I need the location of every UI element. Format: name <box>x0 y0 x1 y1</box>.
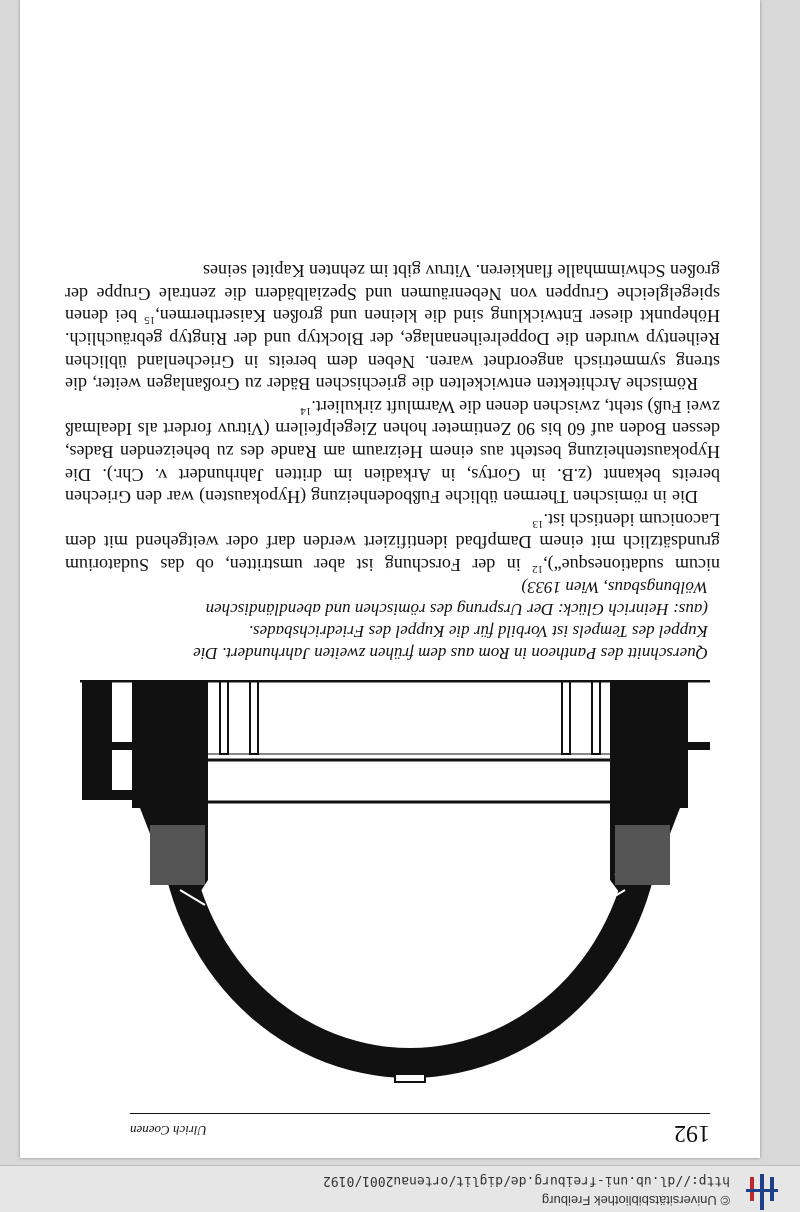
paragraph: Römische Architekten entwickelten die griechischen Bäder zu Großanlagen weiter, die streng symmetrisch angeordnet waren. Neben dem bereits in Griechenland üblichen Reihentyp wurden die Doppelreihenanlage, der Blocktyp und der Ringtyp gebräuchlich. Höhepunkt dieser Entwicklung sind die kleinen und großen Kaiserthermen,$^{15}$ bei denen spiegelgleiche Gruppen von Nebenräumen und Spezialbädern die zentrale Gruppe der großen Schwimmhalle flankieren. Vitruv gibt im zehnten Kapitel seines <box>64 261 720 395</box>
running-head <box>130 1113 710 1150</box>
footnote-14: 14 <box>300 404 312 417</box>
running-author: Ulrich Coenen <box>130 1123 207 1138</box>
body-text <box>65 260 720 576</box>
footnote-13: 13 <box>532 517 544 530</box>
ub-freiburg-logo <box>746 1174 778 1210</box>
viewer-header <box>0 1165 800 1212</box>
pantheon-figure <box>80 680 710 1100</box>
caption-line: Querschnitt des Pantheon in Rom aus dem frühen zweiten Jahrhundert. Die <box>193 644 708 663</box>
figure-caption <box>68 576 708 664</box>
footnote-15: 15 <box>144 314 156 327</box>
paragraph: nicum sudationesque“),$^{12}$ in der Forschung ist aber umstritten, ob das Sudatorium grundsätzlich mit einem Dampfbad identifiziert werden darf oder weitgehend mit dem Laconicum identisch ist.$^{13}$ <box>65 509 720 575</box>
source-url-link[interactable]: http://dl.ub.uni-freiburg.de/diglit/ortenau2001/0192 <box>323 1173 730 1188</box>
copyright-text: © Universitätsbibliothek Freiburg <box>541 1193 730 1208</box>
caption-line: Kuppel des Tempels ist Vorbild für die Kuppel des Friedrichsbades. <box>248 622 708 641</box>
page-number: 192 <box>674 1120 710 1146</box>
footnote-12: 12 <box>532 563 544 575</box>
pantheon-cross-section-icon <box>80 680 710 1100</box>
caption-line: (aus: Heinrich Glück: Der Ursprung des römischen und abendländischen <box>205 600 708 619</box>
caption-line: Wölbungsbaus, Wien 1933) <box>521 578 708 597</box>
paragraph: Die in römischen Thermen übliche Fußbodenheizung (Hypokausten) war den Griechen bereits bekannt (z.B. in Gortys, in Arkadien im dritten Jahrhundert v. Chr.). Die Hypokaustenheizung besteht aus einem Heizraum am Rande des zu beheizenden Bades, dessen Boden auf 60 bis 90 Zentimeter hohen Ziegelpfeilern (Vitruv fordert als Idealmaß zwei Fuß) steht, zwischen denen die Warmluft zirkuliert.$^{14}$ <box>65 396 720 508</box>
